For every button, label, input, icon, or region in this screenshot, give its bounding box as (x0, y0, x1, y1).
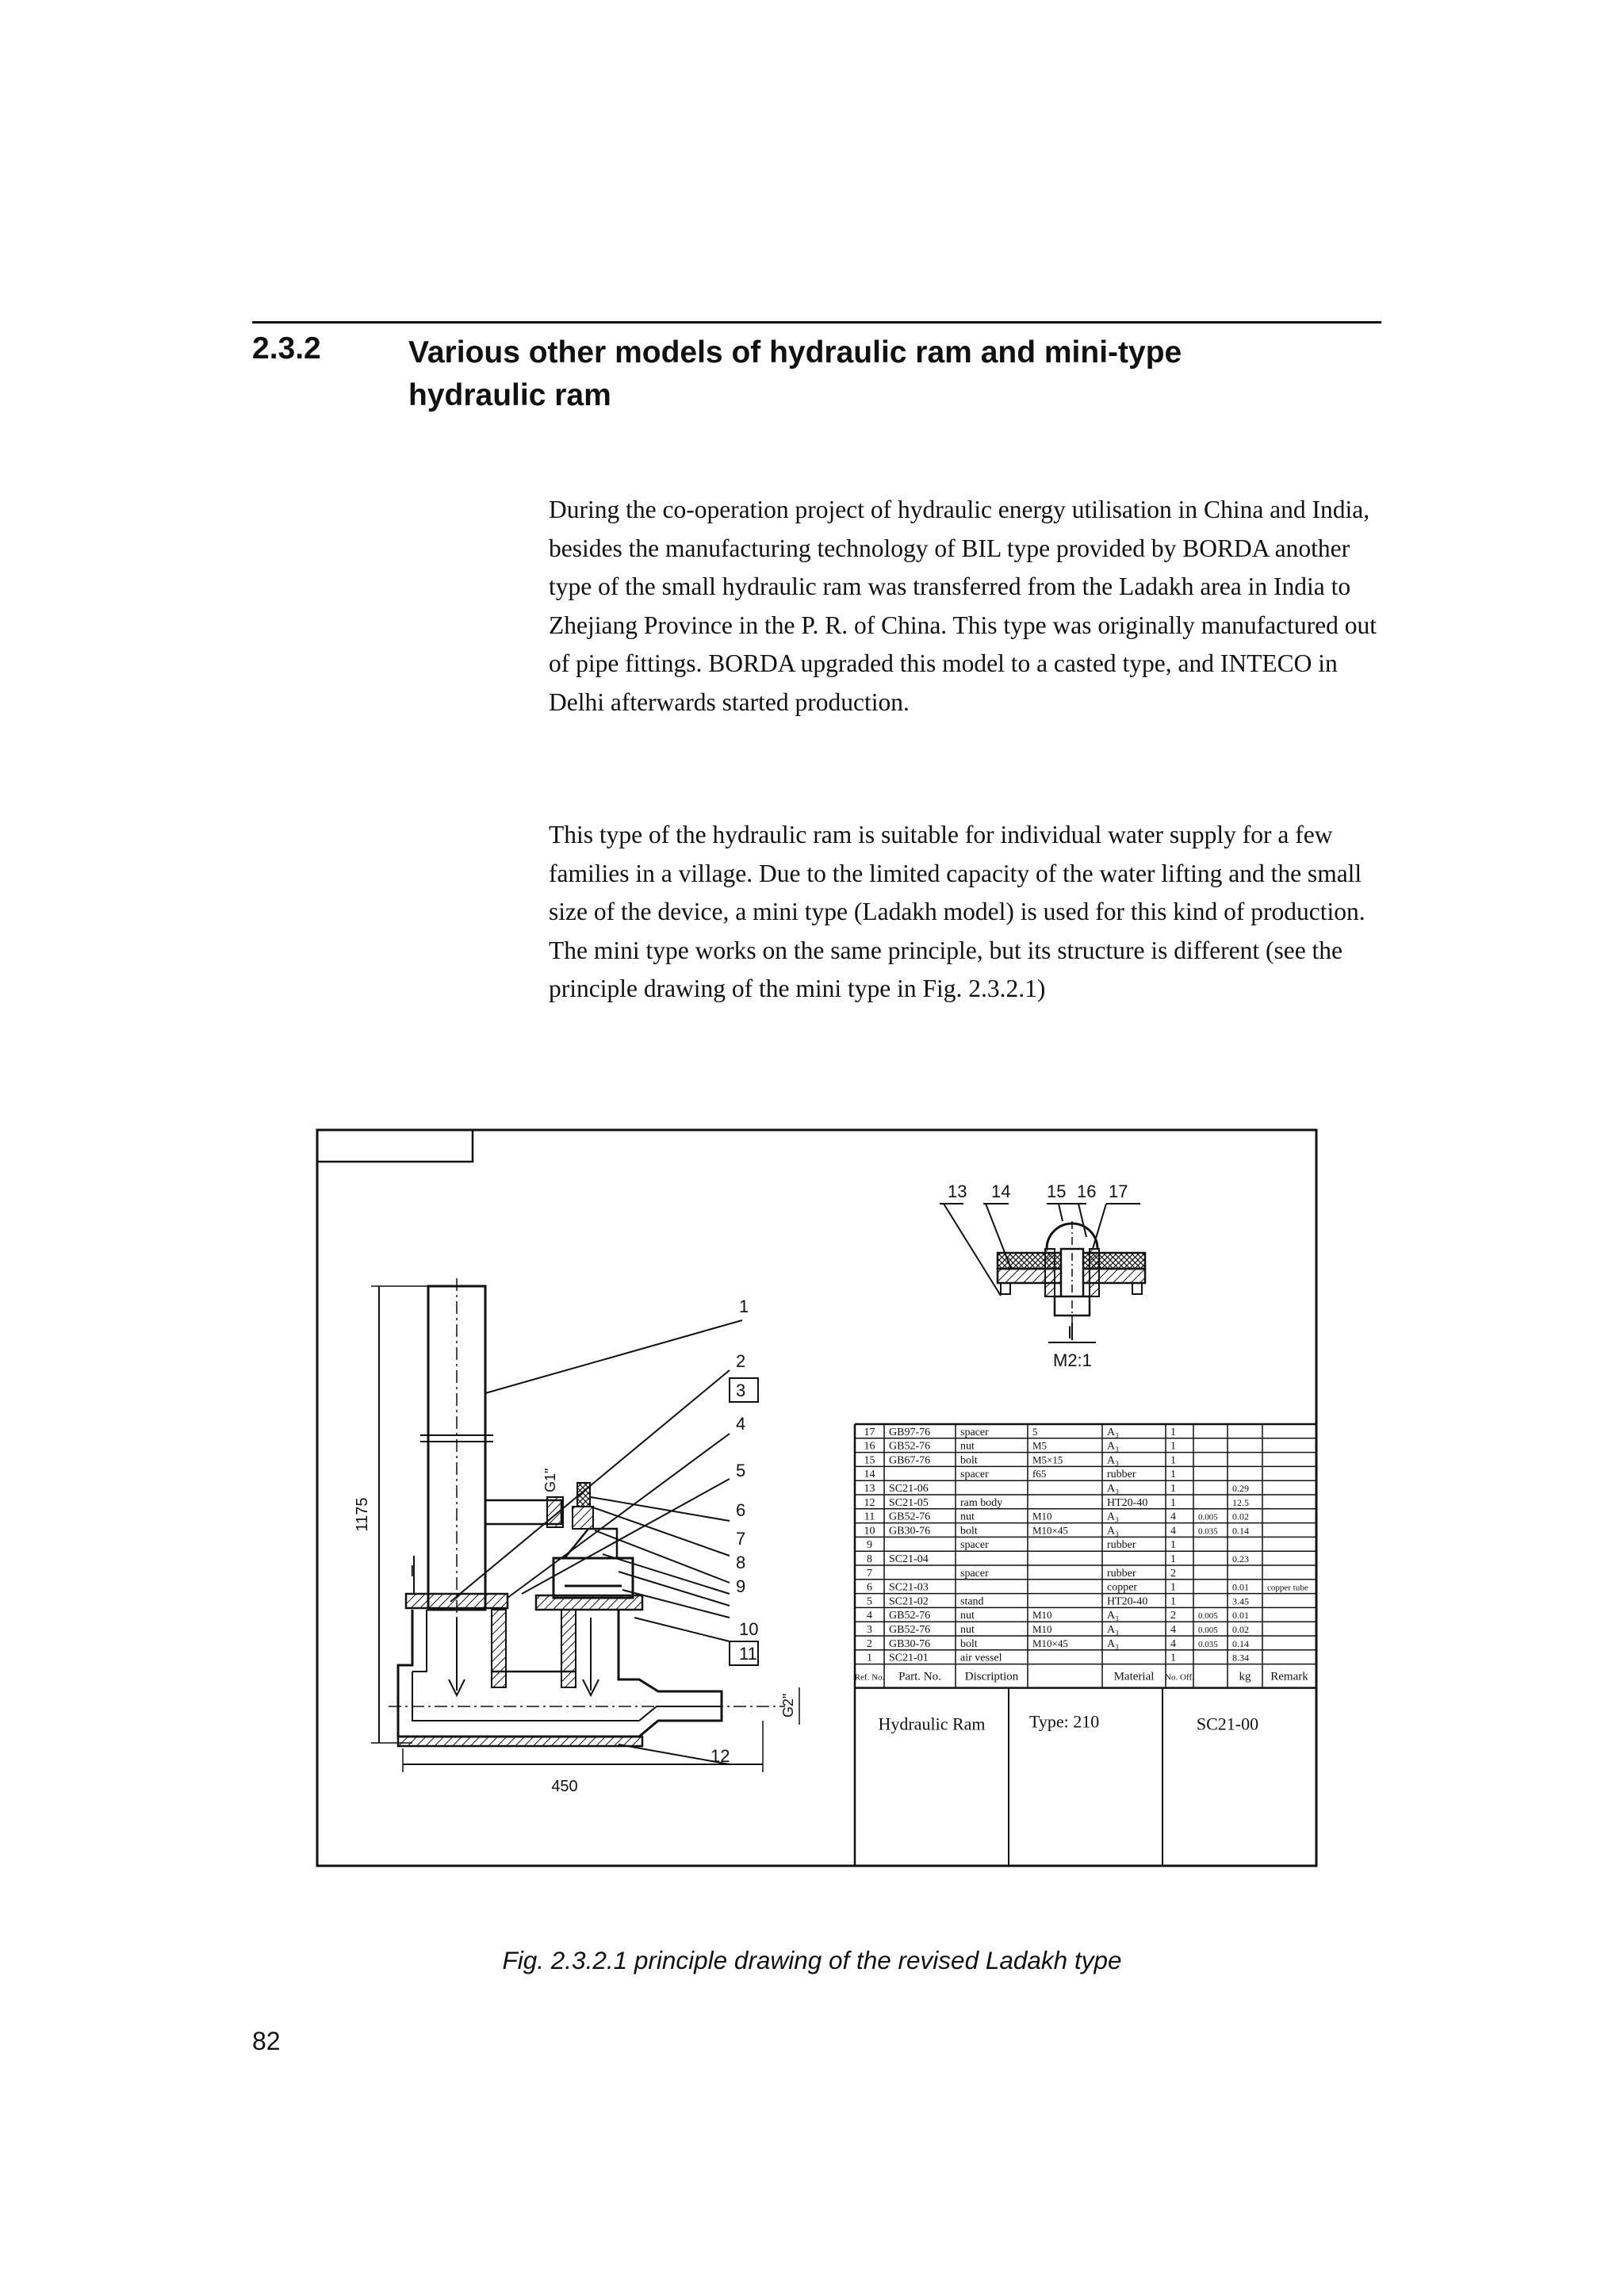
detail-view-label: I (1067, 1323, 1073, 1342)
paragraph-1: During the co-operation project of hydraulic energy utilisation in China and India, besides the manufacturing technology of BIL type provided by BORDA another type of the small hydraulic ram was transferred from the Ladakh area in India to Zhejiang Province in the P. R. of China. This type was originally manufactured out of pipe fittings. BORDA upgraded this model to a casted type, and INTECO in Delhi afterwards started production. (549, 496, 1377, 716)
bom-cell: 1 (1170, 1581, 1176, 1594)
callout-1: 1 (739, 1296, 749, 1316)
bom-cell: 5 (1032, 1425, 1038, 1438)
detail-view (940, 1181, 1145, 1370)
bom-cell: f65 (1032, 1468, 1047, 1480)
bom-cell: nut (960, 1440, 975, 1453)
bom-header-cell: kg (1239, 1670, 1251, 1683)
bom-cell: A₃ (1107, 1525, 1119, 1538)
drawing-frame (317, 1130, 1316, 1866)
bom-cell: nut (960, 1511, 975, 1523)
dim-height: 1175 (354, 1497, 371, 1532)
bom-cell: 2 (1170, 1610, 1176, 1622)
bom-cell: 4 (1170, 1624, 1176, 1636)
bom-cell: A₃ (1107, 1483, 1119, 1495)
callout-5: 5 (736, 1461, 746, 1480)
bom-cell: 15 (864, 1454, 875, 1467)
section-title: Various other models of hydraulic ram and mini-type hydraulic ram (408, 335, 1182, 412)
bom-cell: 1 (1170, 1426, 1176, 1438)
bom-header-cell: Part. No. (898, 1670, 941, 1683)
bom-cell: air vessel (960, 1652, 1002, 1664)
bom-cell: nut (960, 1610, 975, 1622)
bom-cell: 0.02 (1232, 1511, 1249, 1522)
corner-box (317, 1130, 473, 1162)
bom-cell: 1 (1170, 1553, 1176, 1565)
bom-cell: 8.34 (1232, 1652, 1249, 1664)
bom-cell: 1 (867, 1652, 872, 1664)
bom-cell: 4 (867, 1610, 872, 1622)
detail-callout-15: 15 (1047, 1181, 1067, 1201)
bom-cell: SC21-01 (889, 1652, 929, 1664)
bom-cell: 1 (1170, 1539, 1176, 1552)
detail-callout-13: 13 (948, 1181, 967, 1201)
bom-cell: 5 (867, 1595, 872, 1608)
bom-cell: GB30-76 (889, 1525, 931, 1538)
bom-header-cell: Remark (1270, 1670, 1308, 1683)
detail-callout-16: 16 (1077, 1181, 1097, 1201)
bom-cell: 1 (1170, 1440, 1176, 1453)
callout-12: 12 (710, 1746, 730, 1766)
bom-cell: GB97-76 (889, 1426, 931, 1438)
bom-cell: 0.005 (1198, 1512, 1218, 1522)
bom-cell: A₃ (1107, 1610, 1119, 1622)
bom-cell: 1 (1170, 1652, 1176, 1664)
bom-cell: 0.005 (1198, 1611, 1218, 1622)
bom-cell: 3 (867, 1624, 872, 1636)
detail-callout-14: 14 (991, 1181, 1011, 1201)
bom-cell: 11 (864, 1511, 875, 1523)
detail-callout-17: 17 (1109, 1181, 1128, 1201)
bom-cell: 1 (1170, 1454, 1176, 1467)
bom-cell: GB52-76 (889, 1511, 931, 1523)
callout-11: 11 (739, 1644, 757, 1664)
bom-cell: M10×45 (1032, 1524, 1068, 1537)
bom-cell: 0.14 (1232, 1525, 1249, 1537)
bom-cell: 2 (1170, 1567, 1176, 1580)
title-block-type: Type: 210 (1029, 1711, 1100, 1732)
bom-cell: 1 (1170, 1469, 1176, 1481)
bom-cell: SC21-02 (889, 1595, 929, 1608)
bom-cell: 12.5 (1232, 1496, 1249, 1508)
bom-cell: A₃ (1107, 1454, 1119, 1467)
bom-cell: GB52-76 (889, 1610, 931, 1622)
bom-cell: spacer (960, 1426, 989, 1438)
callout-4: 4 (736, 1414, 746, 1434)
section-mark: I (410, 1563, 415, 1580)
bom-cell: SC21-03 (889, 1581, 929, 1594)
bom-cell: M5 (1032, 1439, 1048, 1452)
thread-top: G1" (542, 1468, 558, 1492)
bom-cell: 1 (1170, 1483, 1176, 1495)
bom-cell: bolt (960, 1637, 978, 1650)
bom-cell: 0.035 (1198, 1639, 1218, 1649)
bom-cell: 2 (867, 1637, 872, 1650)
bom-cell: 1 (1170, 1496, 1176, 1509)
bom-cell: 4 (1170, 1525, 1176, 1538)
callout-9: 9 (736, 1576, 746, 1596)
bom-cell: GB30-76 (889, 1637, 931, 1650)
bom-cell: SC21-06 (889, 1483, 929, 1495)
detail-scale: M2:1 (1053, 1350, 1092, 1370)
page-number: 82 (252, 2027, 281, 2055)
paragraph-2: This type of the hydraulic ram is suitable for individual water supply for a few families in a village. Due to the limited capacity of the water lifting and the small size of the device, a mini type (Ladakh model) is used for this kind of production. The mini type works on the same principle, but its structure is different (see the principle drawing of the mini type in Fig. 2.3.2.1) (549, 821, 1365, 1002)
bom-cell: SC21-05 (889, 1496, 929, 1509)
callout-7: 7 (736, 1529, 746, 1549)
bom-cell: 0.035 (1198, 1526, 1218, 1537)
bom-cell: rubber (1107, 1539, 1136, 1552)
bom-cell: 12 (864, 1496, 875, 1509)
bom-cell: rubber (1107, 1567, 1136, 1580)
bom-cell: 3.45 (1232, 1595, 1249, 1607)
bom-cell: 0.02 (1232, 1624, 1249, 1635)
bom-cell: A₃ (1107, 1511, 1119, 1523)
callout-10: 10 (739, 1619, 759, 1639)
bom-cell: spacer (960, 1469, 989, 1481)
bom-cell: A₃ (1107, 1440, 1119, 1453)
callout-2: 2 (736, 1351, 746, 1371)
bom-cell: 0.005 (1198, 1626, 1218, 1635)
thread-outlet: G2" (780, 1693, 796, 1718)
bom-table (855, 1424, 1316, 1866)
bom-cell: 14 (864, 1469, 875, 1481)
bom-cell: 0.23 (1232, 1553, 1249, 1564)
bom-header-cell: Material (1113, 1670, 1155, 1683)
bom-cell: A₃ (1107, 1624, 1119, 1636)
section-number: 2.3.2 (252, 331, 321, 366)
bom-cell: rubber (1107, 1469, 1136, 1481)
bom-cell: HT20-40 (1107, 1595, 1148, 1608)
figure-caption: Fig. 2.3.2.1 principle drawing of the revised Ladakh type (502, 1946, 1122, 1974)
bom-cell: 8 (867, 1553, 872, 1565)
bom-cell: 4 (1170, 1637, 1176, 1650)
bom-cell: bolt (960, 1525, 978, 1538)
bom-cell: 7 (867, 1567, 872, 1580)
bom-cell: 0.14 (1232, 1637, 1249, 1649)
bom-cell: M10 (1032, 1623, 1052, 1635)
bom-cell: spacer (960, 1539, 989, 1552)
bom-cell: A₃ (1107, 1637, 1119, 1650)
bom-cell: copper (1107, 1581, 1138, 1594)
title-block-code: SC21-00 (1196, 1714, 1259, 1734)
callout-8: 8 (736, 1553, 746, 1572)
bom-cell: 9 (867, 1539, 872, 1552)
bom-cell: M10 (1032, 1510, 1052, 1522)
bom-cell: 0.29 (1232, 1483, 1249, 1494)
title-block-name: Hydraulic Ram (878, 1714, 986, 1734)
bom-cell: M10 (1032, 1609, 1052, 1622)
bom-cell: 0.01 (1232, 1610, 1249, 1622)
bom-header-cell: Discription (964, 1670, 1019, 1683)
bom-cell: spacer (960, 1567, 989, 1580)
bom-cell: A₃ (1107, 1426, 1119, 1438)
bom-cell: 13 (864, 1483, 875, 1495)
dim-width: 450 (551, 1778, 578, 1795)
callout-6: 6 (736, 1500, 746, 1520)
callout-3: 3 (736, 1381, 746, 1400)
bom-cell: GB52-76 (889, 1624, 931, 1636)
bom-header-cell: No. Off. (1165, 1672, 1194, 1683)
bom-cell: 10 (864, 1525, 875, 1538)
bom-cell: 6 (867, 1581, 872, 1594)
bom-header-cell: Ref. No. (854, 1672, 885, 1683)
bom-cell: GB52-76 (889, 1440, 931, 1453)
bom-cell: nut (960, 1624, 975, 1636)
bom-cell: 1 (1170, 1595, 1176, 1608)
ram-assembly (354, 1278, 799, 1795)
bom-cell: M5×15 (1032, 1453, 1063, 1466)
bom-cell: bolt (960, 1454, 978, 1467)
bom-cell: M10×45 (1032, 1637, 1068, 1649)
bom-cell: 4 (1170, 1511, 1176, 1523)
bom-cell: 16 (864, 1440, 875, 1453)
bom-cell: SC21-04 (889, 1553, 929, 1565)
bom-cell: HT20-40 (1107, 1496, 1148, 1509)
bom-cell: 0.01 (1232, 1581, 1249, 1593)
bom-cell: 17 (864, 1426, 875, 1438)
bom-cell: ram body (960, 1496, 1003, 1509)
bom-cell: stand (960, 1595, 984, 1608)
bom-cell: copper tube (1267, 1583, 1308, 1593)
bom-cell: GB67-76 (889, 1454, 931, 1467)
